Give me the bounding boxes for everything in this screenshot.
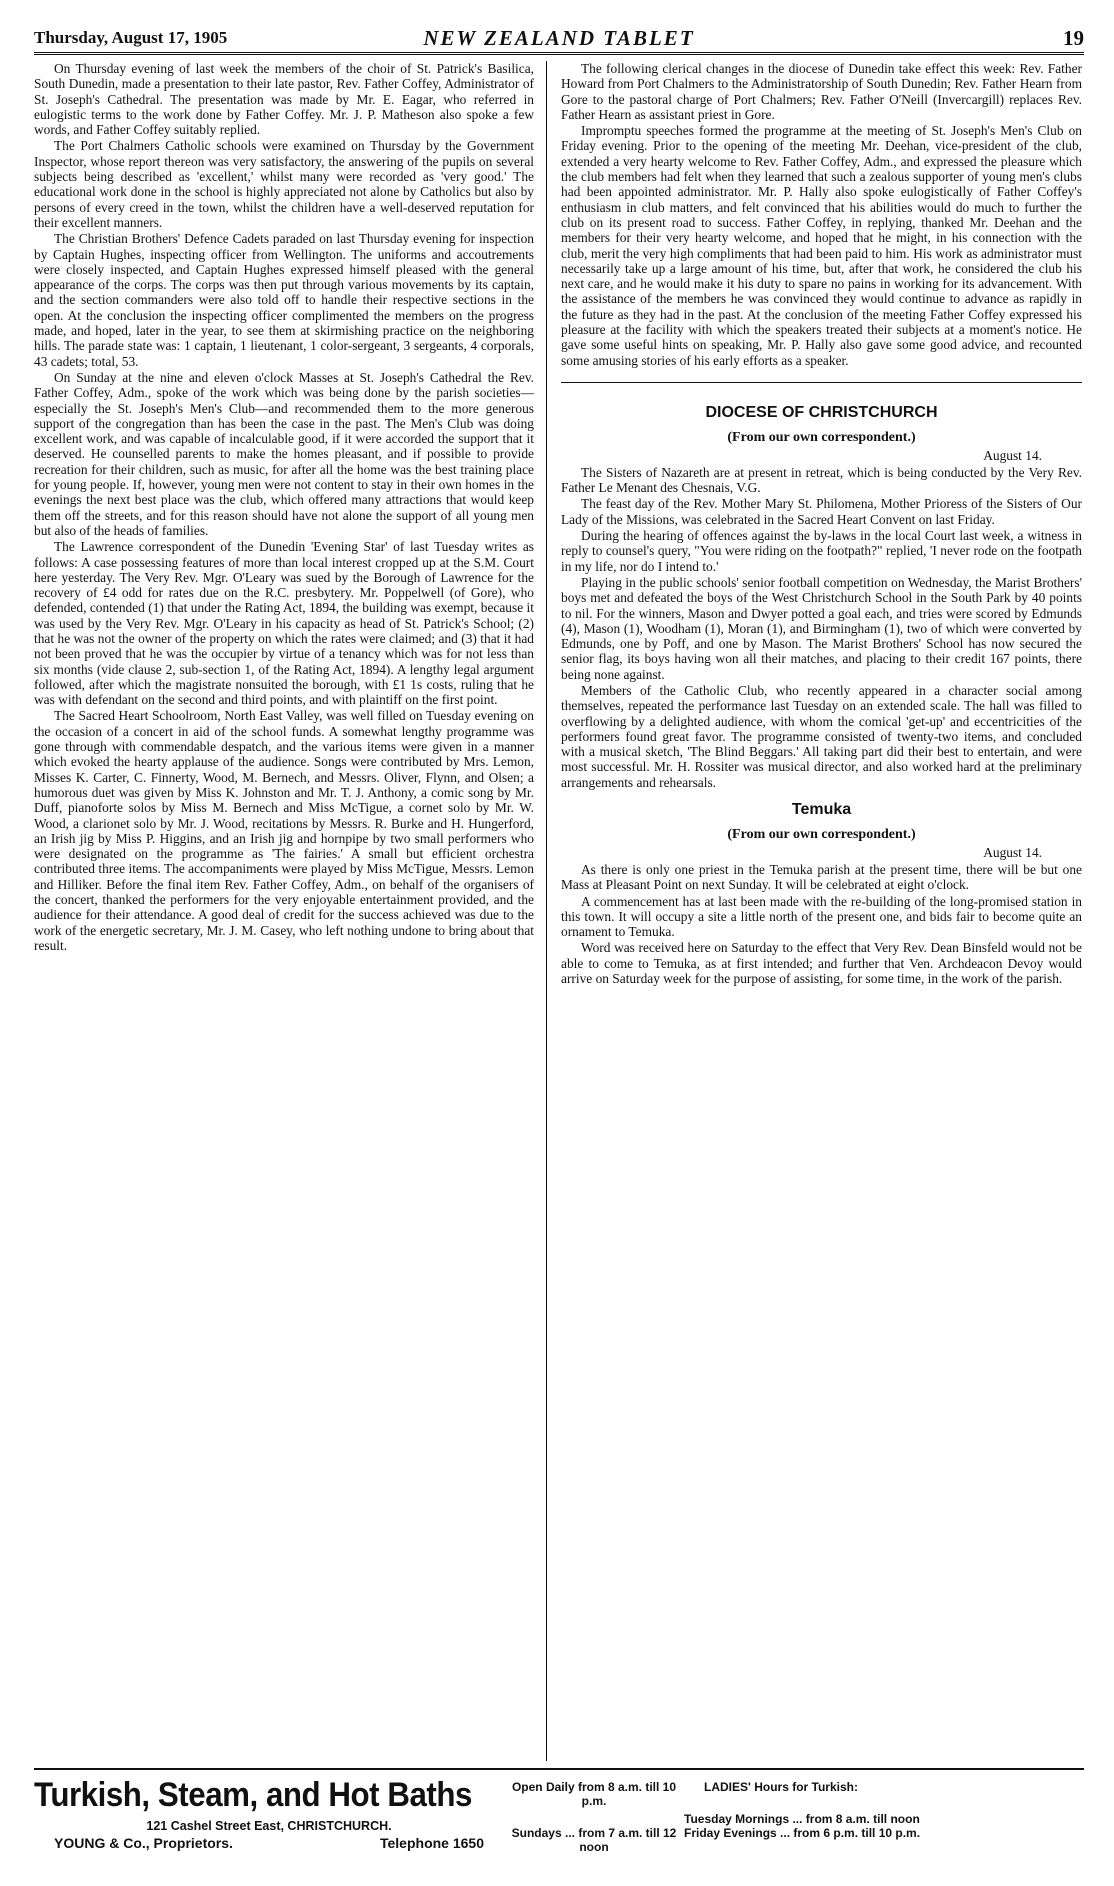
left-column: [34, 61, 546, 1761]
paragraph-temuka-dean: Word was received here on Saturday to the effect that Very Rev. Dean Binsfeld would not be able to come to Temuka, as at first intended; and further that Ven. Archdeacon Devoy would arrive on Saturday week for the purpose of assisting, for some time, in the work of the parish.: [561, 940, 1082, 987]
ad-main-block: [34, 1776, 504, 1886]
paragraph-mens-club: Impromptu speeches formed the programme at the meeting of St. Joseph's Men's Club on Friday evening. Prior to the opening of the meeting Mr. Deehan, vice-president of the club, extended a very hearty welcome to Rev. Father Coffey, Adm., and expressed the pleasure which the club members had felt when they learned that such a zealous supporter of young men's clubs had been appointed administrator. Mr. P. Hally also spoke eulogistically of Father Coffey's enthusiasm in club matters, and felt convinced that his abilities would do much to further the club on its present road to success. Father Coffey, in replying, thanked Mr. Deehan and the members for their very hearty welcome, and hoped that he might, in his connection with the club, merit the very high compliments that had been paid to him. His work as administrator must necessarily take up a large amount of his time, but, after that work, he considered the club his next care, and he would make it his duty to spare no pains in working for its advancement. With the assistance of the members he was convinced they would continue to advance as rapidly in the future as they had in the past. At the conclusion of the meeting Father Coffey expressed his pleasure at the facility with which the speakers treated their subjects at a moment's notice. He gave some useful hints on speaking, Mr. P. Hally also gave some good advice, and recounted some amusing stories of his early efforts as a speaker.: [561, 123, 1082, 368]
paragraph-temuka-station: A commencement has at last been made with the re-building of the long-promised station in this town. It will occupy a site a little north of the present one, and bids fair to become quite an ornament to Temuka.: [561, 893, 1082, 940]
ad-telephone: Telephone 1650: [379, 1835, 484, 1851]
ad-tuesday: Tuesday Mornings ... from 8 a.m. till noon: [684, 1812, 920, 1826]
paragraph-by-laws: During the hearing of offences against the by-laws in the local Court last week, a witness in reply to counsel's query, "You were riding on the footpath?" replied, 'I never rode on the footpath in my life, nor do I intend to.': [561, 528, 1082, 574]
ad-hours-block: [504, 1776, 684, 1886]
christchurch-date: August 14.: [983, 447, 1042, 463]
paragraph-choir-presentation: On Thursday evening of last week the members of the choir of St. Patrick's Basilica, South Dunedin, made a presentation to their late pastor, Rev. Father Coffey, Administrator of St. Joseph's Cathedral. The presentation was made by Mr. E. Eagar, who referred in eulogistic terms to the work done by Father Coffey. Mr. J. P. Matheson also spoke a few words, and Father Coffey suitably replied.: [34, 61, 534, 138]
christchurch-heading: DIOCESE OF CHRISTCHURCH: [705, 403, 938, 421]
paragraph-port-chalmers-schools: The Port Chalmers Catholic schools were examined on Thursday by the Government Inspector, whose report thereon was very satisfactory, the answering of the pupils on several subjects being described as 'excellent,' whilst many were recorded as 'very good.' The educational work done in the school is highly appreciated not alone by Catholics but also by persons of every creed in the town, whilst the children have a well-deserved reputation for their excellent manners.: [34, 138, 534, 230]
ad-sundays: Sundays ... from 7 a.m. till 12 noon: [511, 1826, 677, 1854]
christchurch-section: [561, 382, 1082, 790]
ad-ladies-block: [684, 1776, 1084, 1886]
paragraph-temuka-mass: As there is only one priest in the Temuka parish at the present time, there will be but one Mass at Pleasant Point on next Sunday. It will be celebrated at eight o'clock.: [561, 861, 1082, 893]
paragraph-sacred-heart-concert: The Sacred Heart Schoolroom, North East Valley, was well filled on Tuesday evening on the occasion of a concert in aid of the school funds. A somewhat lengthy programme was gone through with commendable despatch, and the various items were given in a manner which evoked the hearty applause of the audience. Songs were contributed by Mrs. Lemon, Misses K. Carter, C. Finnerty, Wood, M. Bernech, and Messrs. Oliver, Flynn, and Olsen; a humorous duet was given by Miss K. Johnston and Mr. T. J. Anthony, a comic song by Mr. Duff, pianoforte solos by Miss M. Bernech and Miss McTigue, a cornet solo by Mr. W. Wood, a clarionet solo by Mr. J. Wood, recitations by Messrs. R. Burke and H. Hungerford, an Irish jig by Miss P. Higgins, and an Irish jig and hornpipe by two small performers who were designated on the programme as 'The fairies.' A small but efficient orchestra contributed three items. The accompaniments were played by Miss McTigue, Messrs. Lemon and Hilliker. Before the final item Rev. Father Coffey, Adm., on behalf of the organisers of the concert, thanked the performers for the very enjoyable entertainment provided, and the audience for their attendance. A good deal of credit for the success achieved was due to the work of the energetic secretary, Mr. J. M. Casey, who left nothing undone to bring about that result.: [34, 708, 534, 953]
paragraph-sunday-masses: On Sunday at the nine and eleven o'clock Masses at St. Joseph's Cathedral the Rev. Father Coffey, Adm., spoke of the work which was being done by the parish societies—especially the St. Joseph's Men's Club—and recommended them to the more generous support of the congregation than has been the case in the past. The Men's Club was doing excellent work, and was capable of incalculable good, if it were accorded the support that it deserved. He counselled parents to make the homes pleasant, and if possible to provide recreation for their children, such as music, for after all the home was the best training place for young people. If, however, young men were not content to stay in their own homes in the evenings the next best place was the club, which offered many attractions that would keep them off the streets, and for this reason should have not alone the support of all young men but also of the heads of families.: [34, 369, 534, 538]
paragraph-lawrence-court: The Lawrence correspondent of the Dunedin 'Evening Star' of last Tuesday writes as follows: A case possessing features of more than local interest cropped up at the S.M. Court here yesterday. The Very Rev. Mgr. O'Leary was sued by the Borough of Lawrence for the recovery of £4 odd for rates due on the R.C. presbytery. Mr. Poppelwell (of Gore), who defended, contended (1) that under the Rating Act, 1894, the building was exempt, because it was used by the Very Rev. Mgr. O'Leary in his capacity as head of St. Patrick's School; (2) that he was not the owner of the property on which the rates were claimed; and (3) that it had not been proved that he was the occupier by virtue of a tenancy which was for not less than six months (vide clause 2, sub-section 1, of the Rating Act, 1894). A lengthy legal argument followed, after which the magistrate nonsuited the borough, with £1 1s costs, ruling that he was with defendant on the second and third points, and with plaintiff on the first point.: [34, 539, 534, 708]
temuka-byline: (From our own correspondent.): [727, 827, 916, 843]
article-columns: [34, 61, 1084, 1761]
temuka-date: August 14.: [983, 844, 1042, 860]
temuka-section: [561, 802, 1082, 986]
ad-owner-row: [34, 1833, 504, 1851]
ad-address: 121 Cashel Street East, CHRISTCHURCH.: [146, 1819, 392, 1833]
ad-friday: Friday Evenings ... from 6 p.m. till 10 p.m.: [684, 1826, 921, 1840]
publication-title: NEW ZEALAND TABLET: [423, 26, 695, 50]
ad-proprietors: YOUNG & Co., Proprietors.: [54, 1835, 233, 1851]
ad-ladies-hours: LADIES' Hours for Turkish:: [704, 1780, 858, 1794]
page-number: 19: [1063, 26, 1084, 50]
paragraph-sisters-nazareth: The Sisters of Nazareth are at present in retreat, which is being conducted by the Very Rev. Father Le Menant des Chesnais, V.G.: [561, 464, 1082, 496]
masthead: [34, 26, 1084, 55]
ad-business-name: Turkish, Steam, and Hot Baths: [34, 1776, 472, 1814]
temuka-heading: Temuka: [791, 801, 852, 819]
christchurch-byline: (From our own correspondent.): [727, 430, 916, 446]
right-column: [546, 61, 1082, 1761]
paragraph-defence-cadets: The Christian Brothers' Defence Cadets paraded on last Thursday evening for inspection by Captain Hughes, inspecting officer from Wellington. The uniforms and accoutrements were closely inspected, and Captain Hughes expressed himself pleased with the general appearance of the corps. The corps was then put through various movements by its captain, and the section commanders were also told off to handle their respective sections in the open. At the conclusion the inspecting officer complimented the members on the progress made, and hoped, later in the year, to see them at skirmishing practice on the neighboring hills. The parade state was: 1 captain, 1 lieutenant, 1 color-sergeant, 3 sergeants, 4 corporals, 43 cadets; total, 53.: [34, 231, 534, 369]
issue-date: Thursday, August 17, 1905: [34, 28, 228, 47]
paragraph-clerical-changes: The following clerical changes in the diocese of Dunedin take effect this week: Rev. Father Howard from Port Chalmers to the Administratorship of South Dunedin; Rev. Father Hearn from Gore to the pastoral charge of Port Chalmers; Rev. Father O'Neill (Invercargill) replaces Rev. Father Hearn as assistant priest in Gore.: [561, 61, 1082, 122]
paragraph-catholic-club: Members of the Catholic Club, who recently appeared in a character social among themselves, repeated the performance last Tuesday on an extended scale. The hall was filled to overflowing by a delighted audience, with whom the comical 'get-up' and eccentricities of the performers found great favor. The programme consisted of twenty-two items, and concluded with a musical sketch, 'The Blind Beggars.' All taking part did their best to entertain, and were most successful. Mr. H. Rossiter was musical director, and also worked hard at the preliminary arrangements and rehearsals.: [561, 682, 1082, 790]
ad-open-daily: Open Daily from 8 a.m. till 10 p.m.: [511, 1780, 677, 1808]
paragraph-football: Playing in the public schools' senior football competition on Wednesday, the Marist Brothers' boys met and defeated the boys of the West Christchurch School in the South Park by 40 points to nil. For the winners, Mason and Dwyer potted a goal each, and tries were scored by Edmunds (4), Mason (1), Woodham (1), Moran (1), and Birmingham (1), two of which were converted by Edmunds, one by Poff, and one by Mason. The Marist Brothers' School has now secured the senior flag, its boys having won all their matches, and placing to their credit 167 points, there being none against.: [561, 574, 1082, 682]
paragraph-feast-day: The feast day of the Rev. Mother Mary St. Philomena, Mother Prioress of the Sisters of Our Lady of the Missions, was celebrated in the Sacred Heart Convent on last Friday.: [561, 496, 1082, 527]
baths-advertisement: [34, 1768, 1084, 1886]
